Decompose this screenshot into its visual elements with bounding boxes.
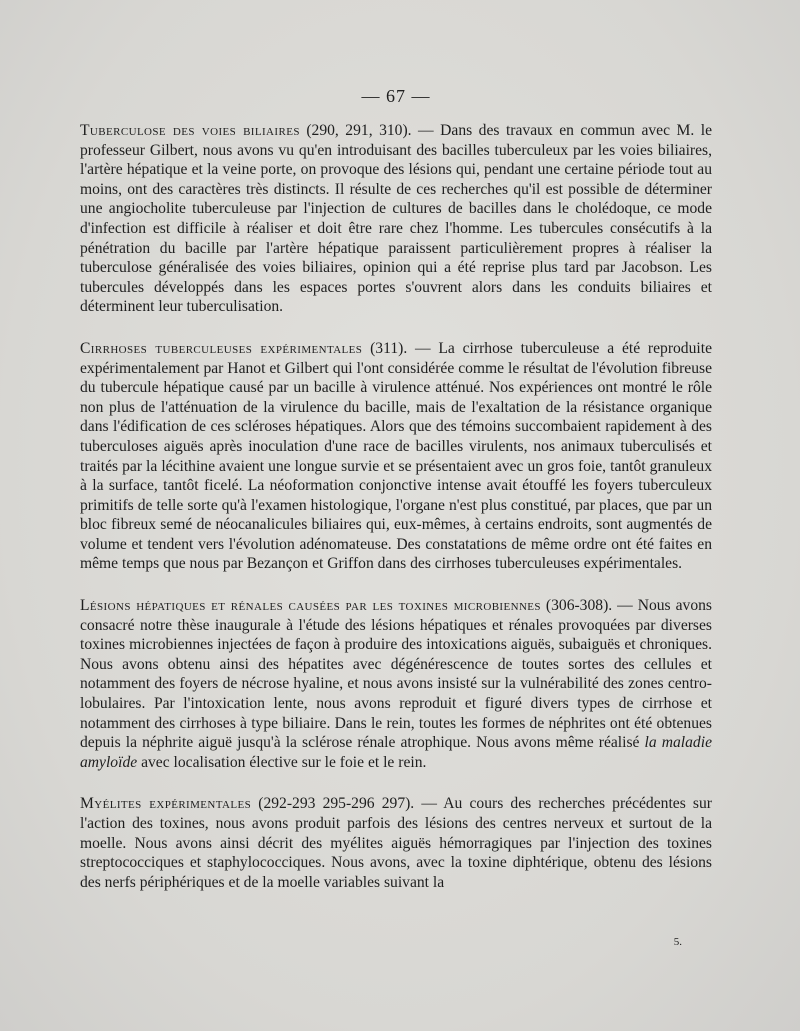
- section-references: (306-308). —: [540, 597, 638, 615]
- section-myelites-experimentales: [80, 794, 712, 892]
- section-heading: Tuberculose des voies biliaires: [80, 122, 300, 139]
- section-heading: Lésions hépatiques et rénales causées par les toxines microbiennes: [80, 597, 541, 615]
- section-tuberculose-voies-biliaires: [80, 121, 712, 317]
- section-body: Nous avons consacré notre thèse inaugurale à l'étude des lésions hépatiques et rénales provoquées par diverses toxines microbiennes injectées de façon à produire des intoxications aiguës, subaiguës et chroniques. Nous avons obtenu ainsi des hépatites avec dégénérescence de toutes sortes des cellules et notamment des foyers de nécrose hyaline, et nous avons insisté sur la vulnérabilité des zones centro-lobulaires. Par l'intoxication lente, nous avons reproduit et figuré divers types de cirrhose et notamment des cirrhoses à type biliaire. Dans le rein, toutes les formes de néphrites ont été obtenues depuis la néphrite aiguë jusqu'à la sclérose rénale atrophique. Nous avons même réalisé: [80, 597, 712, 752]
- section-body: Dans des travaux en commun avec M. le professeur Gilbert, nous avons vu qu'en introduisant des bacilles tuberculeux par les voies biliaires, l'artère hépatique et la veine porte, on provoque des lésions qui, pendant une certaine période tout au moins, ont des caractères très distincts. Il résulte de ces recherches qu'il est possible de déterminer une angiocholite tuberculeuse par l'injection de cultures de bacilles dans le cholédoque, ce mode d'infection est difficile à réaliser et doit être rare chez l'homme. Les tubercules consécutifs à la pénétration du bacille par l'artère hépatique paraissent particulièrement propres à réaliser la tuberculose généralisée des voies biliaires, opinion qui a été reprise plus tard par Jacobson. Les tubercules développés dans les espaces portes s'ouvrent alors dans les conduits biliaires et déterminent leur tuberculisation.: [80, 122, 713, 316]
- page-number: — 67 —: [361, 86, 431, 106]
- section-cirrhoses-tuberculeuses: [80, 339, 712, 574]
- section-references: (292-293 295-296 297). —: [251, 795, 444, 813]
- section-heading: Myélites expérimentales: [80, 795, 252, 813]
- section-body: Au cours des recherches précédentes sur l'action des toxines, nous avons produit parfois des lésions des centres nerveux et surtout de la moelle. Nous avons ainsi décrit des myélites aiguës hémorragiques par l'injection des toxines streptococciques et staphylococciques. Nous avons, avec la toxine diphtérique, obtenu des lésions des nerfs périphériques et de la moelle variables suivant la: [80, 795, 712, 891]
- section-heading: Cirrhoses tuberculeuses expérimentales: [80, 339, 363, 357]
- signature-mark: 5.: [673, 936, 682, 948]
- section-references: (311). —: [362, 339, 439, 357]
- section-references: (290, 291, 310). —: [299, 122, 441, 139]
- section-body-tail: avec localisation élective sur le foie et le rein.: [137, 753, 427, 771]
- italic-emphasis: la maladie amyloïde: [80, 734, 712, 771]
- section-lesions-hepatiques-renales: [80, 596, 712, 772]
- section-body: La cirrhose tuberculeuse a été reproduite expérimentalement par Hanot et Gilbert qui l'ont considérée comme le résultat de l'évolution fibreuse du tubercule hépatique causé par un bacille à virulence atténué. Nos expériences ont montré le rôle non plus de l'atténuation de la virulence du bacille, mais de l'exaltation de la résistance organique dans l'édification de ces scléroses hépatiques. Alors que des témoins succombaient rapidement à des tuberculoses aiguës après inoculation d'une race de bacilles virulents, nos animaux tuberculisés et traités par la lécithine avaient une longue survie et se présentaient avec un gros foie, tantôt granuleux à la surface, tantôt ficelé. La néoformation conjonctive intense avait étouffé les foyers tuberculeux primitifs de telle sorte qu'à l'examen histologique, l'organe n'est plus constitué, par places, que par un bloc fibreux semé de néocanalicules biliaires qui, eux-mêmes, à certains endroits, sont augmentés de volume et tendent vers l'évolution adénomateuse. Des constatations de même ordre ont été faites en même temps que nous par Bezançon et Griffon dans des cirrhoses tuberculeuses expérimentales.: [80, 339, 712, 573]
